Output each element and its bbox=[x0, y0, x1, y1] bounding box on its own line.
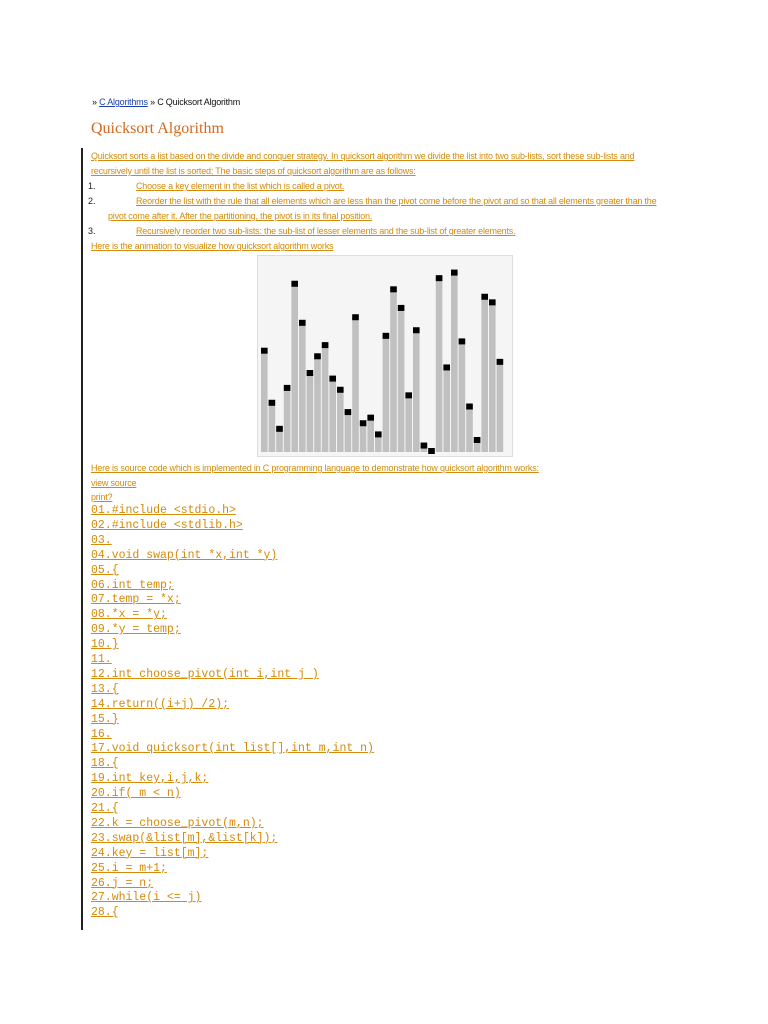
animation-marker bbox=[360, 420, 367, 426]
animation-bar bbox=[291, 283, 298, 452]
code-line[interactable]: 12.int choose_pivot(int i,int j ) bbox=[91, 667, 319, 681]
animation-bar bbox=[489, 301, 496, 452]
step-number: 3. bbox=[88, 226, 96, 236]
code-line[interactable]: 18.{ bbox=[91, 757, 119, 771]
step-number: 1. bbox=[88, 181, 96, 191]
animation-bar bbox=[360, 422, 367, 452]
breadcrumb-separator: » bbox=[92, 97, 97, 107]
animation-marker bbox=[443, 364, 450, 370]
animation-bar bbox=[383, 335, 390, 452]
page-title: Quicksort Algorithm bbox=[91, 120, 224, 137]
animation-bar bbox=[322, 344, 329, 452]
animation-marker bbox=[329, 376, 336, 382]
code-line[interactable]: 06.int temp; bbox=[91, 578, 174, 592]
animation-caption[interactable]: Here is the animation to visualize how quicksort algorithm works bbox=[91, 241, 334, 251]
animation-bar bbox=[299, 322, 306, 452]
animation-marker bbox=[299, 320, 306, 326]
animation-bar bbox=[459, 340, 466, 452]
intro-line[interactable]: recursively until the list is sorted; The basic steps of quicksort algorithm are as follows: bbox=[91, 166, 416, 176]
breadcrumb-current: C Quicksort Algorithm bbox=[157, 97, 241, 107]
code-line[interactable]: 21.{ bbox=[91, 802, 119, 815]
code-line[interactable]: 27.while(i <= j) bbox=[91, 891, 202, 905]
code-line[interactable]: 09.*y = temp; bbox=[91, 623, 181, 637]
step-text[interactable]: Reorder the list with the rule that all elements which are less than the pivot come before the pivot and so that all elements greater than the bbox=[136, 196, 657, 206]
code-line[interactable]: 10.} bbox=[91, 638, 119, 652]
animation-marker bbox=[276, 426, 283, 432]
code-line[interactable]: 20.if( m < n) bbox=[91, 787, 181, 801]
step-text[interactable]: Choose a key element in the list which is called a pivot. bbox=[136, 181, 345, 191]
animation-marker bbox=[405, 392, 412, 398]
code-line[interactable]: 25.i = m+1; bbox=[91, 861, 167, 875]
step-text[interactable]: pivot come after it. After the partitioning, the pivot is in its final position. bbox=[108, 211, 373, 221]
animation-bar bbox=[413, 329, 420, 452]
animation-bar bbox=[261, 350, 268, 452]
animation-marker bbox=[466, 404, 473, 410]
animation-marker bbox=[314, 353, 321, 359]
code-line[interactable]: 24.key = list[m]; bbox=[91, 846, 209, 860]
animation-bar bbox=[329, 378, 336, 452]
animation-marker bbox=[413, 327, 420, 333]
animation-marker bbox=[451, 270, 458, 276]
code-line[interactable]: 03. bbox=[91, 533, 112, 547]
code-line[interactable]: 22.k = choose_pivot(m,n); bbox=[91, 816, 264, 830]
view-source-link[interactable]: view source bbox=[91, 478, 137, 488]
step-number: 2. bbox=[88, 196, 96, 206]
animation-marker bbox=[284, 385, 291, 391]
animation-marker bbox=[337, 387, 344, 393]
animation-bar bbox=[443, 366, 450, 452]
breadcrumb-separator: » bbox=[150, 97, 155, 107]
animation-marker bbox=[261, 348, 268, 354]
code-line[interactable]: 05.{ bbox=[91, 563, 119, 577]
source-caption[interactable]: Here is source code which is implemented in C programming language to demonstrate how quicksort algorithm works: bbox=[91, 463, 539, 473]
code-line[interactable]: 16. bbox=[91, 727, 112, 741]
print-link[interactable]: print? bbox=[91, 492, 113, 502]
animation-bar bbox=[367, 417, 374, 452]
animation-bar bbox=[337, 389, 344, 452]
code-line[interactable]: 17.void quicksort(int list[],int m,int n) bbox=[91, 742, 374, 756]
animation-bar bbox=[436, 277, 443, 452]
animation-bar bbox=[345, 411, 352, 452]
code-line[interactable]: 07.temp = *x; bbox=[91, 593, 181, 607]
animation-bar bbox=[307, 372, 314, 452]
animation-bar bbox=[451, 272, 458, 452]
code-line[interactable]: 19.int key,i,j,k; bbox=[91, 772, 209, 786]
animation-bars bbox=[258, 256, 512, 456]
animation-marker bbox=[307, 370, 314, 376]
content-left-border bbox=[81, 148, 83, 930]
code-line[interactable]: 13.{ bbox=[91, 682, 119, 696]
intro-line[interactable]: Quicksort sorts a list based on the divide and conquer strategy. In quicksort algorithm we divide the list into two sub-lists, sort these sub-lists and bbox=[91, 151, 635, 161]
code-line[interactable]: 26.j = n; bbox=[91, 876, 154, 890]
animation-marker bbox=[459, 338, 466, 344]
code-line[interactable]: 01.#include <stdio.h> bbox=[91, 504, 236, 517]
code-line[interactable]: 11. bbox=[91, 653, 112, 666]
animation-marker bbox=[421, 443, 428, 449]
animation-bar bbox=[269, 402, 276, 452]
animation-bar bbox=[466, 406, 473, 453]
animation-bar bbox=[352, 316, 359, 452]
code-line[interactable]: 28.{ bbox=[91, 906, 119, 920]
animation-marker bbox=[383, 333, 390, 339]
animation-bar bbox=[314, 355, 321, 452]
animation-marker bbox=[497, 359, 504, 365]
code-line[interactable]: 23.swap(&list[m],&list[k]); bbox=[91, 831, 278, 845]
code-line[interactable]: 08.*x = *y; bbox=[91, 608, 167, 622]
animation-marker bbox=[489, 299, 496, 305]
code-line[interactable]: 02.#include <stdlib.h> bbox=[91, 518, 243, 532]
code-line[interactable]: 15.} bbox=[91, 712, 119, 726]
animation-marker bbox=[474, 437, 481, 443]
animation-marker bbox=[352, 314, 359, 320]
code-line[interactable]: 14.return((i+j) /2); bbox=[91, 697, 230, 711]
quicksort-animation bbox=[257, 255, 513, 457]
animation-bar bbox=[284, 387, 291, 452]
animation-marker bbox=[428, 448, 435, 454]
animation-bar bbox=[405, 394, 412, 452]
animation-marker bbox=[390, 286, 397, 292]
animation-bar bbox=[497, 361, 504, 452]
animation-marker bbox=[322, 342, 329, 348]
animation-marker bbox=[367, 415, 374, 421]
animation-bar bbox=[390, 288, 397, 452]
animation-bar bbox=[398, 307, 405, 452]
animation-marker bbox=[481, 294, 488, 300]
animation-marker bbox=[345, 409, 352, 415]
code-line[interactable]: 04.void swap(int *x,int *y) bbox=[91, 548, 278, 562]
animation-marker bbox=[436, 275, 443, 281]
animation-marker bbox=[375, 431, 382, 437]
animation-marker bbox=[398, 305, 405, 311]
breadcrumb bbox=[92, 97, 240, 107]
animation-marker bbox=[269, 400, 276, 406]
animation-bar bbox=[481, 296, 488, 452]
breadcrumb-link-c-algorithms[interactable]: C Algorithms bbox=[99, 97, 148, 107]
step-text[interactable]: Recursively reorder two sub-lists: the sub-list of lesser elements and the sub-list of greater elements. bbox=[136, 226, 516, 236]
animation-marker bbox=[291, 281, 298, 287]
